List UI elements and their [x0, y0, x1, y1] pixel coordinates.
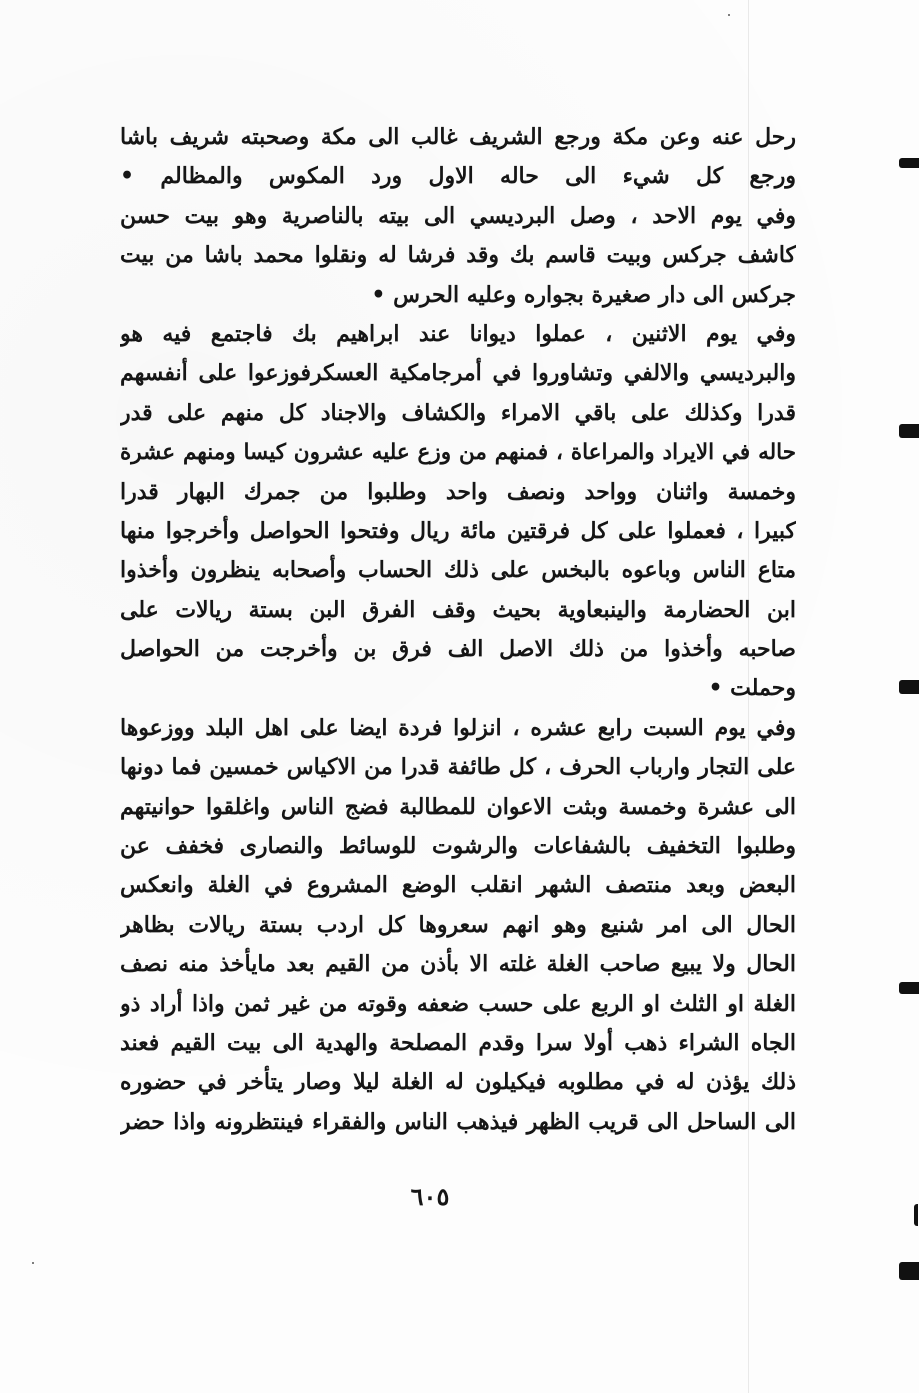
text-line: ذلك يؤذن له في مطلوبه فيكيلون له الغلة ليلا وصار يتأخر في حضوره — [120, 1069, 796, 1096]
scan-speck — [32, 1262, 34, 1264]
text-line: وخمسة واثنان وواحد ونصف واحد وطلبوا من جمرك البهار قدرا — [120, 478, 796, 505]
text-line: الجاه الشراء ذهب أولا سرا وقدم المصلحة والهدية الى بيت القيم فعند — [120, 1029, 796, 1056]
text-line: وفي يوم الاحد ، وصل البرديسي الى بيته بالناصرية وهو بيت حسن — [120, 202, 796, 229]
binding-mark — [899, 982, 919, 994]
text-line: رحل عنه وعن مكة ورجع الشريف غالب الى مكة وصحبته شريف باشا — [120, 124, 796, 150]
text-line: وفي يوم الاثنين ، عملوا ديوانا عند ابراهيم بك فاجتمع فيه هو — [120, 320, 796, 347]
text-line: والبرديسي والالفي وتشاوروا في أمرجامكية العسكرفوزعوا على أنفسهم — [120, 360, 796, 387]
text-line: الى الساحل الى قريب الظهر فيذهب الناس والفقراء فينتظرونه واذا حضر — [120, 1108, 796, 1135]
text-line: ورجع كل شيء الى حاله الاول ورد المكوس والمظالم • — [120, 163, 796, 190]
text-line: صاحبه وأخذوا من ذلك الاصل الف فرق بن وأخرجت من الحواصل — [120, 636, 796, 663]
body-text — [120, 118, 796, 1142]
text-line: الحال الى امر شنيع وهو انهم سعروها كل اردب بستة ريالات بظاهر — [120, 911, 796, 938]
scan-speck — [728, 14, 730, 16]
binding-mark — [899, 158, 919, 168]
page-number: ٦٠٥ — [410, 1182, 450, 1211]
text-line: متاع الناس وباعوه بالبخس على ذلك الحساب وأصحابه ينظرون وأخذوا — [120, 557, 796, 584]
binding-mark — [899, 424, 919, 438]
text-line: وطلبوا التخفيف بالشفاعات والرشوت للوسائط والنصارى فخفف عن — [120, 833, 796, 860]
text-line: كاشف جركس وبيت قاسم بك وقد فرشا له ونقلوا محمد باشا من بيت — [120, 242, 796, 269]
text-line: الغلة او الثلث او الربع على حسب ضعفه وقوته من غير ثمن واذا أراد ذو — [120, 990, 796, 1017]
text-line: على التجار وارباب الحرف ، كل طائفة قدرا من الاكياس خمسين فما دونها — [120, 754, 796, 781]
text-line: الى عشرة وخمسة وبثت الاعوان للمطالبة فضج الناس واغلقوا حوانيتهم — [120, 793, 796, 820]
binding-mark — [899, 1262, 919, 1280]
text-line: قدرا وكذلك على باقي الامراء والكشاف والاجناد كل منهم على قدر — [120, 399, 796, 426]
text-line: وفي يوم السبت رابع عشره ، انزلوا فردة ايضا على اهل البلد ووزعوها — [120, 714, 796, 741]
binding-mark — [899, 680, 919, 694]
binding-mark — [914, 1204, 918, 1226]
text-line: البعض وبعد منتصف الشهر انقلب الوضع المشروع في الغلة وانعكس — [120, 872, 796, 899]
text-line: كبيرا ، فعملوا على كل فرقتين مائة ريال وفتحوا الحواصل وأخرجوا منها — [120, 517, 796, 544]
text-line: جركس الى دار صغيرة بجواره وعليه الحرس • — [371, 281, 796, 308]
text-line: وحملت • — [708, 675, 796, 702]
text-line: الحال ولا يبيع صاحب الغلة غلته الا بأذن من القيم بعد مايأخذ منه نصف — [120, 951, 796, 978]
text-line: ابن الحضارمة والينبعاوية بحيث وقف الفرق البن بستة ريالات على — [120, 596, 796, 623]
text-line: حاله في الايراد والمراعاة ، فمنهم من وزع عليه عشرون كيسا ومنهم عشرة — [120, 440, 796, 466]
